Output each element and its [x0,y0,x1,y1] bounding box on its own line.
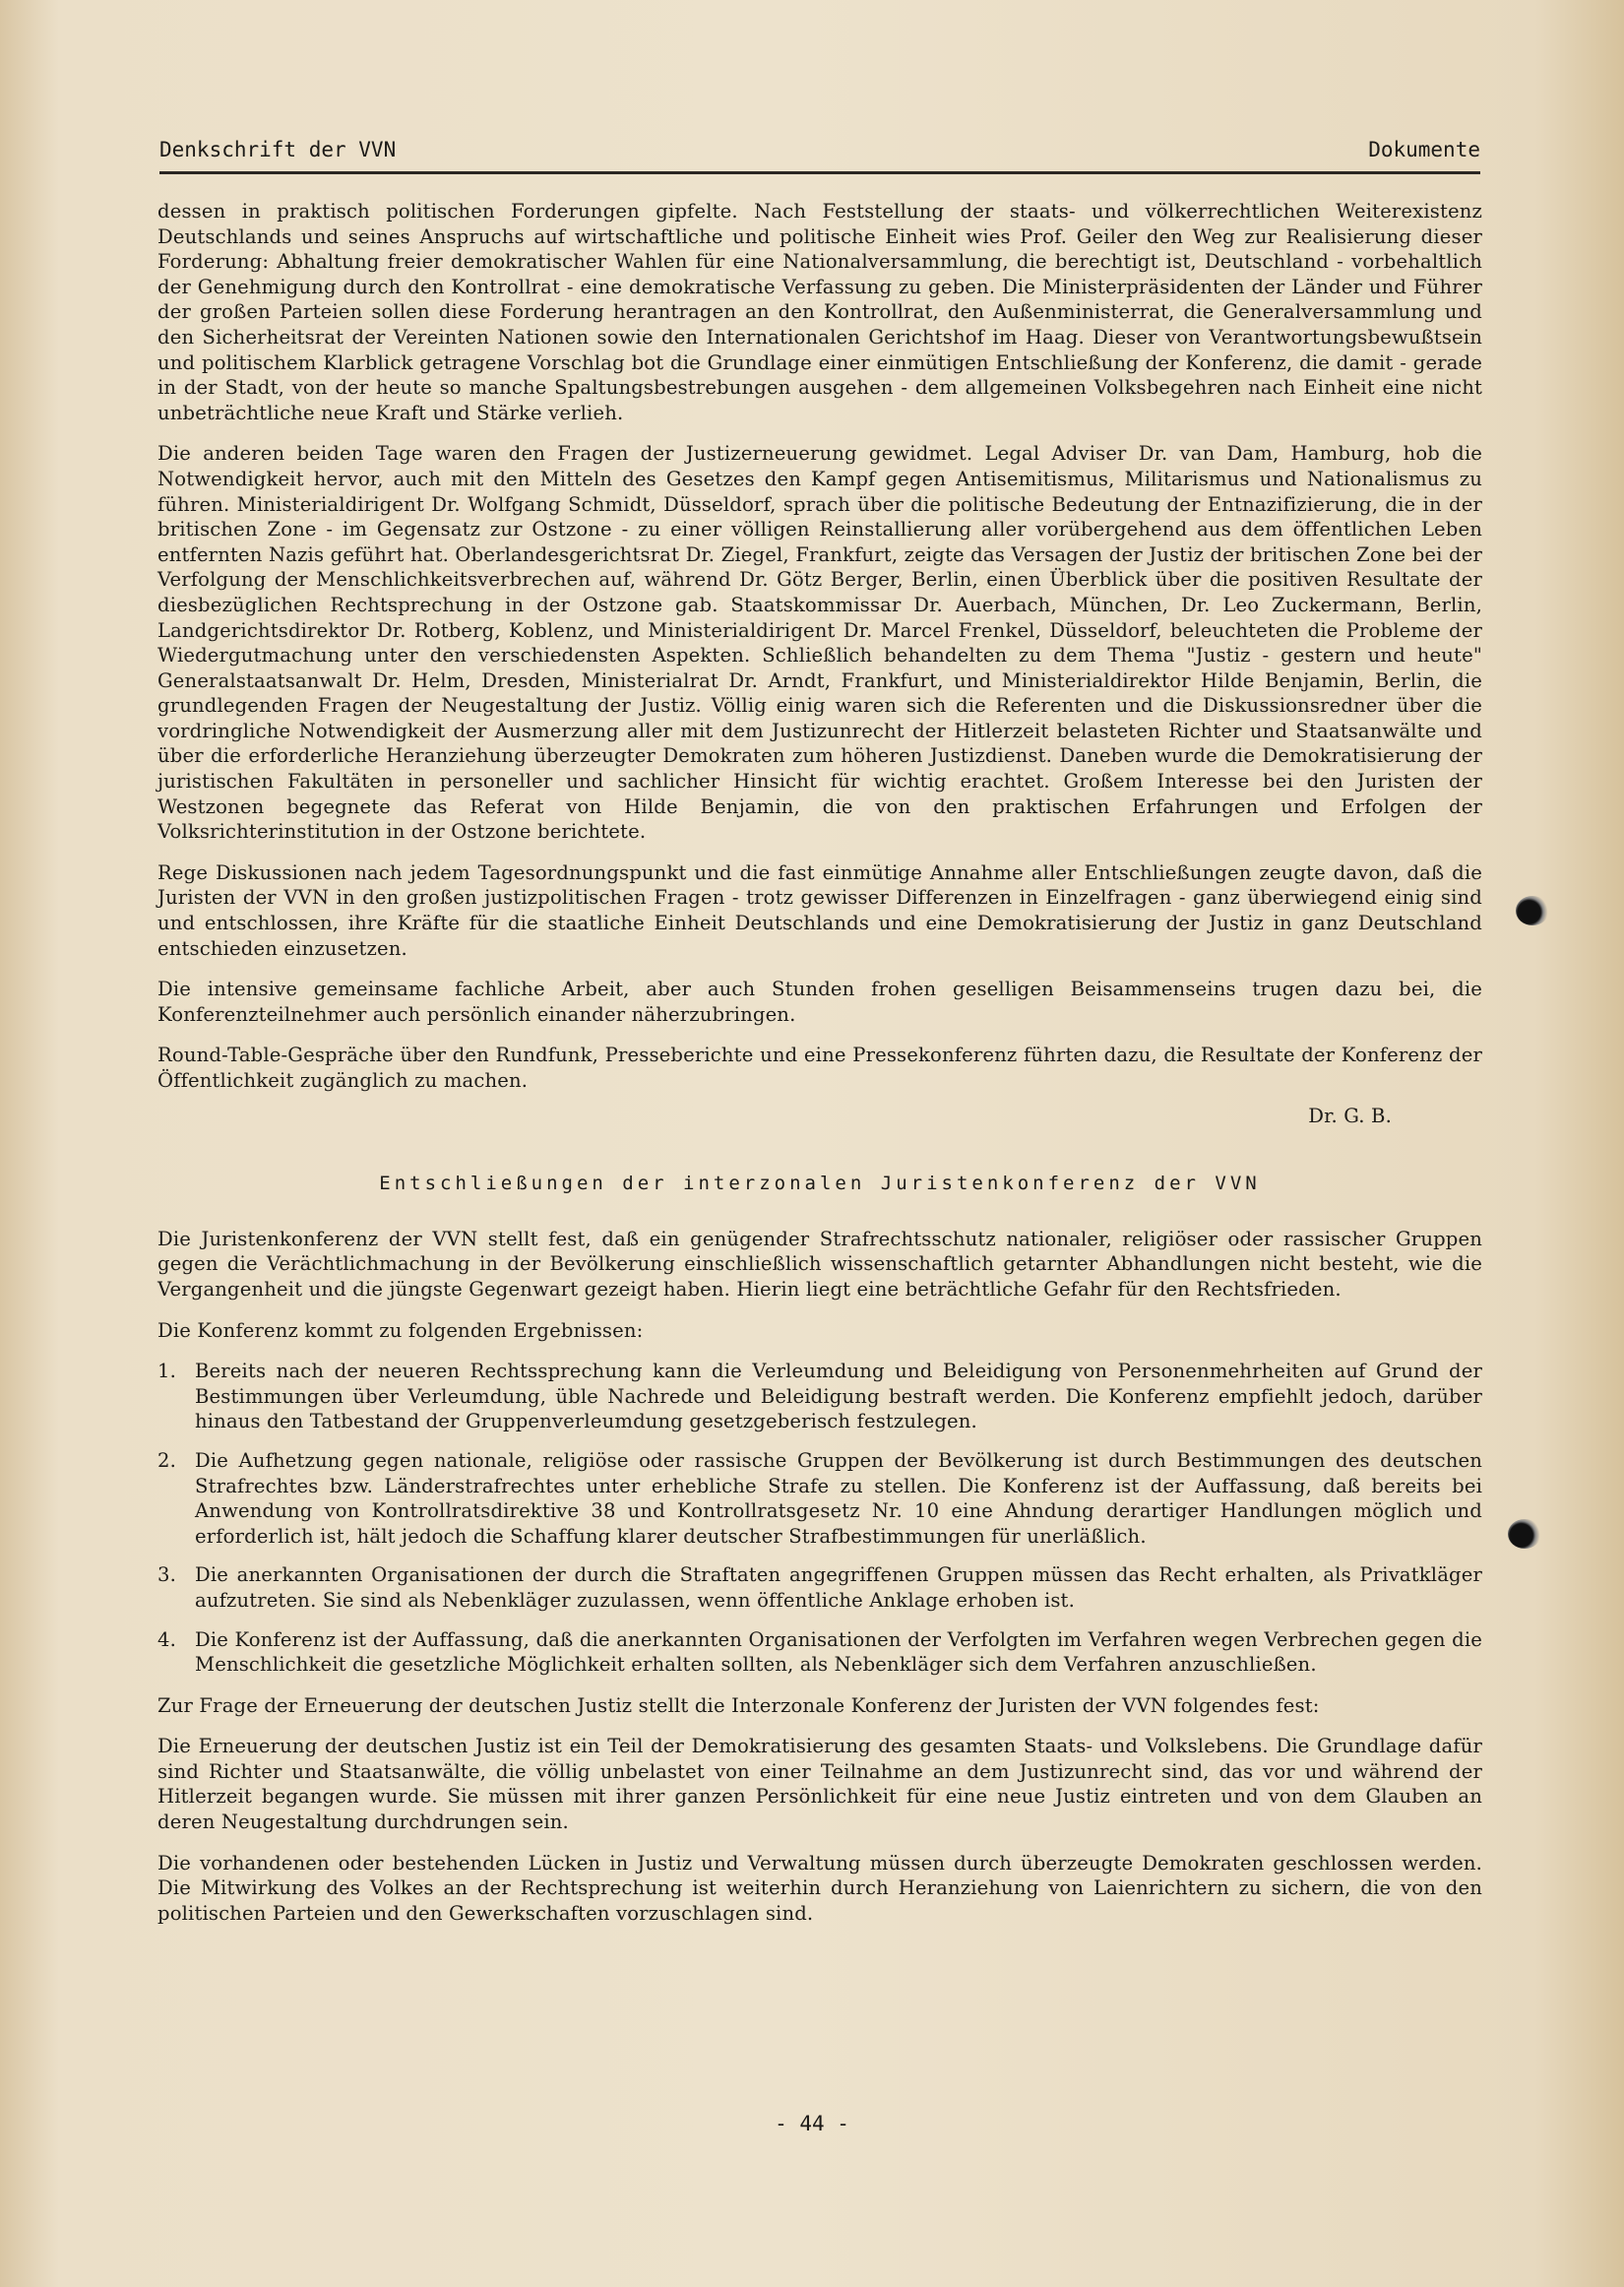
list-item-number: 3. [157,1563,176,1587]
resolutions-intro: Die Juristenkonferenz der VVN stellt fest, daß ein genügender Strafrechtsschutz nationaler, religiöser oder rassischer Gruppen gegen die Verächtlichmachung in der Bevölkerung einschließlich wissenschaftlich getarnter Abhandlungen nicht besteht, wie die Vergangenheit und die jüngste Gegenwart gezeigt haben. Hierin liegt eine beträchtliche Gefahr für den Rechtsfrieden. [157,1227,1482,1301]
page-number: - 44 - [775,2112,849,2135]
list-item-number: 4. [157,1627,176,1651]
list-item [157,1359,1482,1434]
list-item [157,1627,1482,1678]
report-paragraph: Die anderen beiden Tage waren den Fragen der Justizerneuerung gewidmet. Legal Adviser Dr. van Dam, Hamburg, hob die Notwendigkeit hervor, auch mit den Mitteln des Gesetzes den Kampf gegen Antisemitismus, Militarismus und Nationalismus zu führen. Ministerialdirigent Dr. Wolfgang Schmidt, Düsseldorf, sprach über die politische Bedeutung der Entnazifizierung, die in der britischen Zone - im Gegensatz zur Ostzone - zu einer völligen Reinstallierung aller vorübergehend aus dem öffentlichen Leben entfernten Nazis geführt hat. Oberlandesgerichtsrat Dr. Ziegel, Frankfurt, zeigte das Versagen der Justiz der britischen Zone bei der Verfolgung der Menschlichkeitsverbrechen auf, während Dr. Götz Berger, Berlin, einen Überblick über die positiven Resultate der diesbezüglichen Rechtsprechung in der Ostzone gab. Staatskommissar Dr. Auerbach, München, Dr. Leo Zuckermann, Berlin, Landgerichtsdirektor Dr. Rotberg, Koblenz, und Ministerialdirigent Dr. Marcel Frenkel, Düsseldorf, beleuchteten die Probleme der Wiedergutmachung unter den verschiedensten Aspekten. Schließlich behandelten zu dem Thema "Justiz - gestern und heute" Generalstaatsanwalt Dr. Helm, Dresden, Ministerialrat Dr. Arndt, Frankfurt, und Ministerialdirektor Hilde Benjamin, Berlin, die grundlegenden Fragen der Neugestaltung der Justiz. Völlig einig waren sich die Referenten und die Diskussionsredner über die vordringliche Notwendigkeit der Ausmerzung aller mit dem Justizunrecht der Hitlerzeit belasteten Richter und Staatsanwälte und über die erforderliche Heranziehung überzeugter Demokraten zum höheren Justizdienst. Daneben wurde die Demokratisierung der juristischen Fakultäten in personeller und sachlicher Hinsicht für wichtig erachtet. Großem Interesse bei den Juristen der Westzonen begegnete das Referat von Hilde Benjamin, die von den praktischen Erfahrungen und Erfolgen der Volksrichterinstitution in der Ostzone berichtete. [157,442,1482,844]
list-item-text: Bereits nach der neueren Rechtssprechung kann die Verleumdung und Beleidigung von Personenmehrheiten auf Grund der Bestimmungen über Verleumdung, üble Nachrede und Beleidigung bestraft werden. Die Konferenz empfiehlt jedoch, darüber hinaus den Tatbestand der Gruppenverleumdung gesetzgeberisch festzulegen. [195,1360,1482,1433]
resolutions-title: Entschließungen der interzonalen Juristenkonferenz der VVN [379,1173,1261,1195]
report-paragraph: Die intensive gemeinsame fachliche Arbeit, aber auch Stunden frohen geselligen Beisammenseins trugen dazu bei, die Konferenzteilnehmer auch persönlich einander näherzubringen. [157,978,1482,1026]
report-paragraph: Rege Diskussionen nach jedem Tagesordnungspunkt und die fast einmütige Annahme aller Entschließungen zeugte davon, daß die Juristen der VVN in den großen justizpolitischen Fragen - trotz gewisser Differenzen in Einzelfragen - ganz überwiegend einig sind und entschlossen, ihre Kräfte für die staatliche Einheit Deutschlands und eine Demokratisierung der Justiz in ganz Deutschland entschieden einzusetzen. [157,860,1482,960]
punch-hole-top [1516,896,1549,925]
renewal-paragraph: Die Erneuerung der deutschen Justiz ist ein Teil der Demokratisierung des gesamten Staats- und Volkslebens. Die Grundlage dafür sind Richter und Staatsanwälte, die völlig unbelastet von einer Teilnahme an dem Justizunrecht sind, das vor und während der Hitlerzeit begangen wurde. Sie müssen mit ihrer ganzen Persönlichkeit für eine neue Justiz eintreten und von dem Glauben an deren Neugestaltung durchdrungen sein. [157,1735,1482,1834]
report-paragraph: dessen in praktisch politischen Forderungen gipfelte. Nach Feststellung der staats- und völkerrechtlichen Weiterexistenz Deutschlands und seines Anspruchs auf wirtschaftliche und politische Einheit wies Prof. Geiler den Weg zur Realisierung dieser Forderung: Abhaltung freier demokratischer Wahlen für eine Nationalversammlung, die berechtigt ist, Deutschland - vorbehaltlich der Genehmigung durch den Kontrollrat - eine demokratische Verfassung zu geben. Die Ministerpräsidenten der Länder und Führer der großen Parteien sollen diese Forderung herantragen an den Kontrollrat, den Außenministerrat, die Generalversammlung und den Sicherheitsrat der Vereinten Nationen sowie den Internationalen Gerichtshof im Haag. Dieser von Verantwortungsbewußtsein und politischem Klarblick getragene Vorschlag bot die Grundlage einer einmütigen Entschließung der Konferenz, die damit - gerade in der Stadt, von der heute so manche Spaltungsbestrebungen ausgehen - dem allgemeinen Volksbegehren nach Einheit eine nicht unbeträchtliche neue Kraft und Stärke verlieh. [157,200,1482,424]
results-list [157,1359,1482,1678]
header-section: Dokumente [1368,138,1480,161]
header-title: Denkschrift der VVN [159,138,397,161]
report-paragraph: Round-Table-Gespräche über den Rundfunk, Presseberichte und eine Pressekonferenz führten dazu, die Resultate der Konferenz der Öffentlichkeit zugänglich zu machen. [157,1044,1482,1092]
page-content [157,199,1482,1941]
list-item [157,1448,1482,1549]
list-item-number: 2. [157,1448,176,1472]
list-item-text: Die Konferenz ist der Auffassung, daß die anerkannten Organisationen der Verfolgten im Verfahren wegen Verbrechen gegen die Menschlichkeit die gesetzliche Möglichkeit erhalten sollten, als Nebenkläger sich dem Verfahren anzuschließen. [195,1627,1482,1677]
renewal-lead: Zur Frage der Erneuerung der deutschen Justiz stellt die Interzonale Konferenz der Juristen der VVN folgendes fest: [157,1693,1320,1717]
punch-hole-bottom [1508,1519,1541,1549]
list-item [157,1562,1482,1613]
signature: Dr. G. B. [1308,1104,1392,1127]
list-item-number: 1. [157,1360,176,1383]
renewal-paragraph: Die vorhandenen oder bestehenden Lücken in Justiz und Verwaltung müssen durch überzeugte Demokraten geschlossen werden. Die Mitwirkung des Volkes an der Rechtsprechung ist weiterhin durch Heranziehung von Laienrichtern zu sichern, die von den politischen Parteien und den Gewerkschaften vorzuschlagen sind. [157,1851,1482,1925]
resolutions-lead: Die Konferenz kommt zu folgenden Ergebnissen: [157,1318,644,1342]
list-item-text: Die Aufhetzung gegen nationale, religiöse oder rassische Gruppen der Bevölkerung ist durch Bestimmungen des deutschen Strafrechtes bzw. Länderstrafrechtes unter erhebliche Strafe zu stellen. Die Konferenz ist der Auffassung, daß bereits bei Anwendung von Kontrollratsdirektive 38 und Kontrollratsgesetz Nr. 10 eine Ahndung derartiger Handlungen möglich und erforderlich ist, hält jedoch die Schaffung klarer deutscher Strafbestimmungen für unerläßlich. [195,1448,1482,1548]
list-item-text: Die anerkannten Organisationen der durch die Straftaten angegriffenen Gruppen müssen das Recht erhalten, als Privatkläger aufzutreten. Sie sind als Nebenkläger zuzulassen, wenn öffentliche Anklage erhoben ist. [195,1563,1482,1612]
page-header [159,126,1480,174]
